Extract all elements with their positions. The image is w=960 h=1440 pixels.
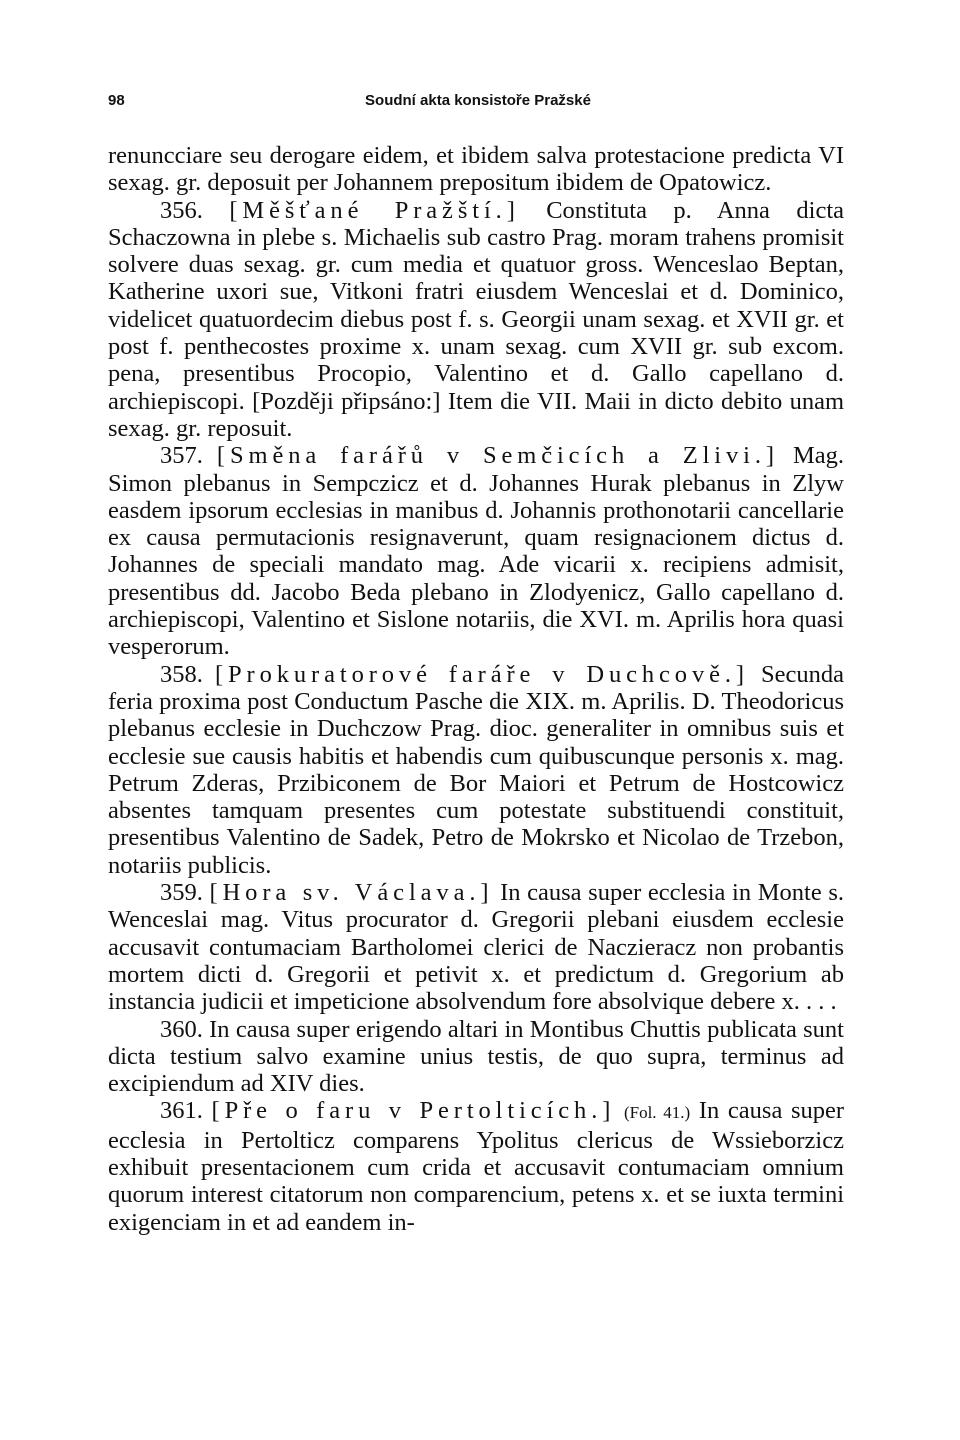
entry-heading: [Prokuratorové faráře v Duchcově.]: [214, 660, 749, 688]
entry-text: Constituta p. Anna dicta Schaczowna in plebe s. Michaelis sub castro Prag. moram trahens promisit solvere duas sexag. gr. cum media et quatuor gross. Wenceslao Beptan, Katherine uxori sue, Vitkoni fratri eiusdem Wenceslai et d. Dominico, videlicet quatuordecim diebus post f. s. Georgii unam sexag. et XVII gr. et post f. penthecostes proxime x. unam sexag. cum XVII gr. sub excom. pena, presentibus Procopio, Valentino et d. Gallo capellano d. archiepiscopi. [Později připsáno:] Item die VII. Maii in dicto debito unam sexag. gr. reposuit.: [108, 196, 844, 442]
page-number: 98: [108, 92, 125, 109]
entry-number: 358.: [160, 660, 203, 688]
entry-number: 361.: [160, 1097, 203, 1125]
entry-number: 360.: [160, 1015, 203, 1043]
entry-number: 356.: [160, 196, 203, 224]
paragraph-continuation: [108, 142, 844, 197]
body-text: [108, 142, 844, 1236]
entry-357: [108, 442, 844, 660]
folio-reference: (Fol. 41.): [623, 1103, 691, 1123]
entry-number: 357.: [160, 442, 203, 470]
entry-360: [108, 1016, 844, 1098]
entry-number: 359.: [160, 879, 203, 907]
paragraph-text: renuncciare seu derogare eidem, et ibidem salva protestacione predicta VI sexag. gr. deposuit per Johannem prepositum ibidem de Opatowicz.: [108, 142, 844, 197]
entry-heading: [Směna farářů v Semčicích a Zlivi.]: [216, 442, 779, 470]
entry-text: In causa super ecclesia in Monte s. Wenceslai mag. Vitus procurator d. Gregorii plebani eiusdem ecclesie accusavit contumaciam Bartholomei clerici de Naczieracz non probantis mortem dicti d. Gregorii et petivit x. et predictum d. Gregorium ab instancia judicii et impeticione absolvendum fore absolvique debere x. . . .: [108, 879, 844, 1016]
page-header: [108, 92, 848, 114]
entry-heading: [Hora sv. Václava.]: [209, 879, 494, 907]
entry-text: In causa super ecclesia in Pertolticz comparens Ypolitus clericus de Wssieborzicz exhibuit presentacionem cum crida et accusavit contumaciam omnium quorum interest citatorum non comparencium, petens x. et se iuxta termini exigenciam in et ad eandem in-: [108, 1097, 845, 1236]
entry-text: In causa super erigendo altari in Montibus Chuttis publicata sunt dicta testium salvo examine unius testis, de quo supra, terminus ad excipiendum ad XIV dies.: [108, 1015, 844, 1098]
entry-heading: [Pře o faru v Pertolticích.]: [211, 1097, 616, 1125]
entry-text: Secunda feria proxima post Conductum Pasche die XIX. m. Aprilis. D. Theodoricus plebanus ecclesie in Duchczow Prag. dioc. generaliter in omnibus suis et ecclesie sue causis habitis et habendis cum quibuscunque personis x. mag. Petrum Zderas, Przibiconem de Bor Maiori et Petrum de Hostcowicz absentes tamquam presentes cum potestate substituendi constituit, presentibus Valentino de Sadek, Petro de Mokrsko et Nicolao de Trzebon, notariis publicis.: [108, 660, 845, 879]
entry-text: Mag. Simon plebanus in Sempczicz et d. Johannes Hurak plebanus in Zlyw easdem ipsorum ecclesias in manibus d. Johannis prothonotarii cancellarie ex causa permutacionis resignaverunt, quam resignacionem dictus d. Johannes de speciali mandato mag. Ade vicarii x. recipiens admisit, presentibus dd. Jacobo Beda plebano in Zlodyenicz, Gallo capellano d. archiepiscopi, Valentino et Sislone notariis, die XVI. m. Aprilis hora quasi vesperorum.: [108, 442, 844, 661]
entry-361: [108, 1097, 844, 1235]
entry-356: [108, 197, 844, 443]
entry-358: [108, 661, 844, 879]
entry-359: [108, 879, 844, 1015]
entry-heading: [Měšťané Pražští.]: [229, 196, 520, 224]
running-title: Soudní akta konsistoře Pražské: [365, 92, 591, 109]
